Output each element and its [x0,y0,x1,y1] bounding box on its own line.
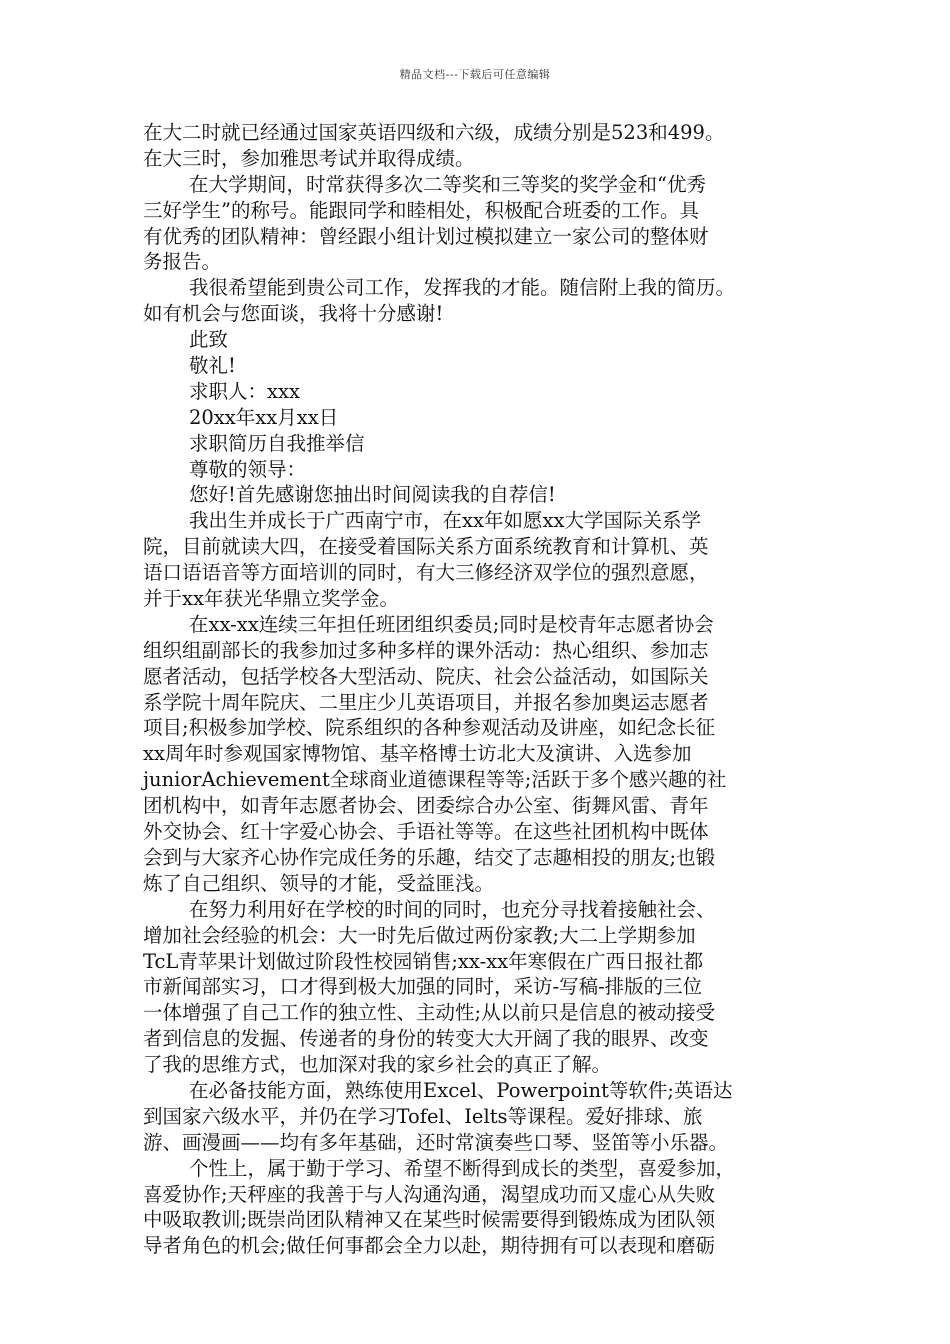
text-line: 我出生并成长于广西南宁市，在xx年如愿xx大学国际关系学 [189,509,701,533]
page-header: 精品文档---下载后可任意编辑 [399,68,551,81]
text-line: 到国家六级水平，并仍在学习Tofel、Ielts等课程。爱好排球、旅 [143,1104,703,1128]
text-line: 外交协会、红十字爱心协会、手语社等等。在这些社团机构中既体 [143,820,709,844]
text-line: 三好学生”的称号。能跟同学和睦相处，积极配合班委的工作。具 [143,198,699,222]
text-line: 并于xx年获光华鼎立奖学金。 [143,587,399,611]
text-line: 有优秀的团队精神：曾经跟小组计划过模拟建立一家公司的整体财 [143,224,709,248]
text-line: xx周年时参观国家博物馆、基辛格博士访北大及演讲、入选参加 [143,742,692,766]
text-line: 导者角色的机会;做任何事都会全力以赴，期待拥有可以表现和磨砺 [143,1234,716,1258]
text-line: 在必备技能方面，熟练使用Excel、Powerpoint等软件;英语达 [189,1078,733,1102]
text-line: 在大学期间，时常获得多次二等奖和三等奖的奖学金和“优秀 [189,172,706,196]
text-line: 此致 [189,328,229,352]
text-line: 中吸取教训;既崇尚团队精神又在某些时候需要得到锻炼成为团队领 [143,1208,716,1232]
text-line: 院，目前就读大四，在接受着国际关系方面系统教育和计算机、英 [143,535,709,559]
text-line: 项目;积极参加学校、院系组织的各种参观活动及讲座，如纪念长征 [143,716,716,740]
text-line: 语口语语音等方面培训的同时，有大三修经济双学位的强烈意愿， [143,561,709,585]
text-line: 了我的思维方式，也加深对我的家乡社会的真正了解。 [143,1053,612,1077]
document-body [143,120,823,1259]
text-line: 求职人：xxx [189,379,300,403]
text-line: 在大三时，参加雅思考试并取得成绩。 [143,146,475,170]
text-line: 求职简历自我推举信 [189,431,365,455]
text-line: 在努力利用好在学校的时间的同时，也充分寻找着接触社会、 [189,897,716,921]
text-line: 务报告。 [143,250,222,274]
text-line: 愿者活动，包括学校各大型活动、院庆、社会公益活动，如国际关 [143,664,709,688]
text-line: 游、画漫画——均有多年基础，还时常演奏些口琴、竖笛等小乐器。 [143,1130,729,1154]
text-line: 尊敬的领导： [189,457,307,481]
text-line: 者到信息的发掘、传递者的身份的转变大大开阔了我的眼界、改变 [143,1027,709,1051]
text-line: 系学院十周年院庆、二里庄少儿英语项目，并报名参加奥运志愿者 [143,690,709,714]
text-line: 会到与大家齐心协作完成任务的乐趣，结交了志趣相投的朋友;也锻 [143,845,716,869]
text-line: 炼了自己组织、领导的才能，受益匪浅。 [143,871,495,895]
text-line: 如有机会与您面谈，我将十分感谢! [143,302,444,326]
text-line: 在xx-xx连续三年担任班团组织委员;同时是校青年志愿者协会 [189,612,714,636]
text-line: 在大二时就已经通过国家英语四级和六级，成绩分别是523和499。 [143,121,725,144]
text-line: 市新闻部实习，口才得到极大加强的同时，采访-写稿-排版的三位 [143,975,703,999]
text-line: 20xx年xx月xx日 [189,405,339,429]
text-line: juniorAchievement全球商业道德课程等等;活跃于多个感兴趣的社 [143,768,727,792]
text-line: 一体增强了自己工作的独立性、主动性;从以前只是信息的被动接受 [143,1001,716,1025]
text-line: 喜爱协作;天秤座的我善于与人沟通沟通，渴望成功而又虚心从失败 [143,1182,716,1206]
text-line: 组织组副部长的我参加过多种多样的课外活动：热心组织、参加志 [143,638,709,662]
text-line: 个性上，属于勤于学习、希望不断得到成长的类型，喜爱参加， [189,1156,736,1180]
text-line: 我很希望能到贵公司工作，发挥我的才能。随信附上我的简历。 [189,276,736,300]
text-line: 敬礼! [189,354,236,378]
text-line: TcL青苹果计划做过阶段性校园销售;xx-xx年寒假在广西日报社都 [143,949,704,973]
text-line: 增加社会经验的机会：大一时先后做过两份家教;大二上学期参加 [143,923,696,947]
text-line: 您好!首先感谢您抽出时间阅读我的自荐信! [189,483,556,507]
text-line: 团机构中，如青年志愿者协会、团委综合办公室、街舞风雷、青年 [143,794,709,818]
